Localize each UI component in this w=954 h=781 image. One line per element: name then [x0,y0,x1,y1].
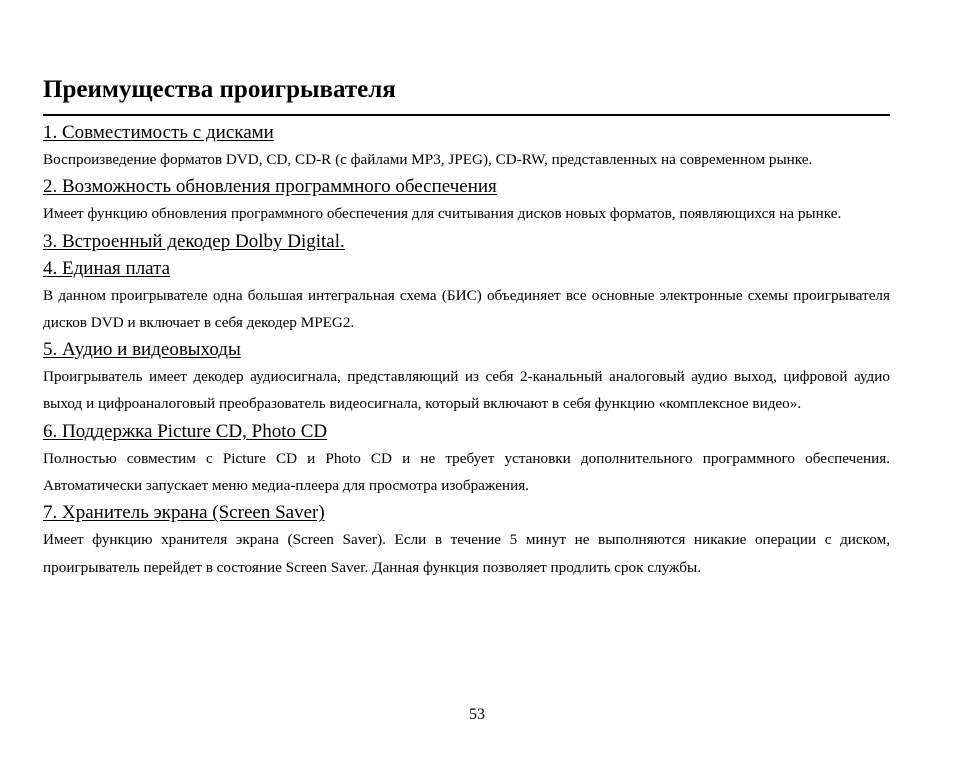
section-body: Воспроизведение форматов DVD, CD, CD-R (с файлами MP3, JPEG), CD-RW, представленных на современном рынке. [43,151,813,168]
section-heading: 1. Совместимость с дисками [43,122,274,143]
section-6 [43,418,890,500]
sections [43,119,890,581]
section-5 [43,336,890,418]
section-body: Имеет функцию хранителя экрана (Screen Saver). Если в течение 5 минут не выполняются никакие операции с диском, проигрыватель перейдет в состояние Screen Saver. Данная функция позволяет продлить срок службы. [43,531,890,576]
section-4 [43,255,890,337]
section-3 [43,228,890,255]
page-number: 53 [469,706,485,723]
section-body: Проигрыватель имеет декодер аудиосигнала, представляющий из себя 2-канальный аналоговый аудио выход, цифровой аудио выход и цифроаналоговый преобразователь видеосигнала, который включают в себя функцию «комплексное видео». [43,368,890,413]
section-body: Полностью совместим с Picture CD и Photo CD и не требует установки дополнительного программного обеспечения. Автоматически запускает меню медиа-плеера для просмотра изображения. [43,449,890,495]
section-7 [43,499,890,581]
section-heading: 5. Аудио и видеовыходы [43,339,241,361]
section-2 [43,173,890,227]
section-heading: 7. Хранитель экрана (Screen Saver) [43,502,325,524]
section-heading: 6. Поддержка Picture CD, Photo CD [43,420,328,442]
title-rule [43,114,890,116]
section-heading: 3. Встроенный декодер Dolby Digital. [43,230,345,252]
page-title: Преимущества проигрывателя [43,76,396,103]
section-body: В данном проигрывателе одна большая интегральная схема (БИС) объединяет все основные электронные схемы проигрывателя дисков DVD и включает в себя декодер MPEG2. [43,286,890,331]
section-heading: 4. Единая плата [43,257,171,279]
section-1 [43,119,890,173]
section-body: Имеет функцию обновления программного обеспечения для считывания дисков новых форматов, появляющихся на рынке. [43,205,842,223]
section-heading: 2. Возможность обновления программного обеспечения [43,176,497,198]
